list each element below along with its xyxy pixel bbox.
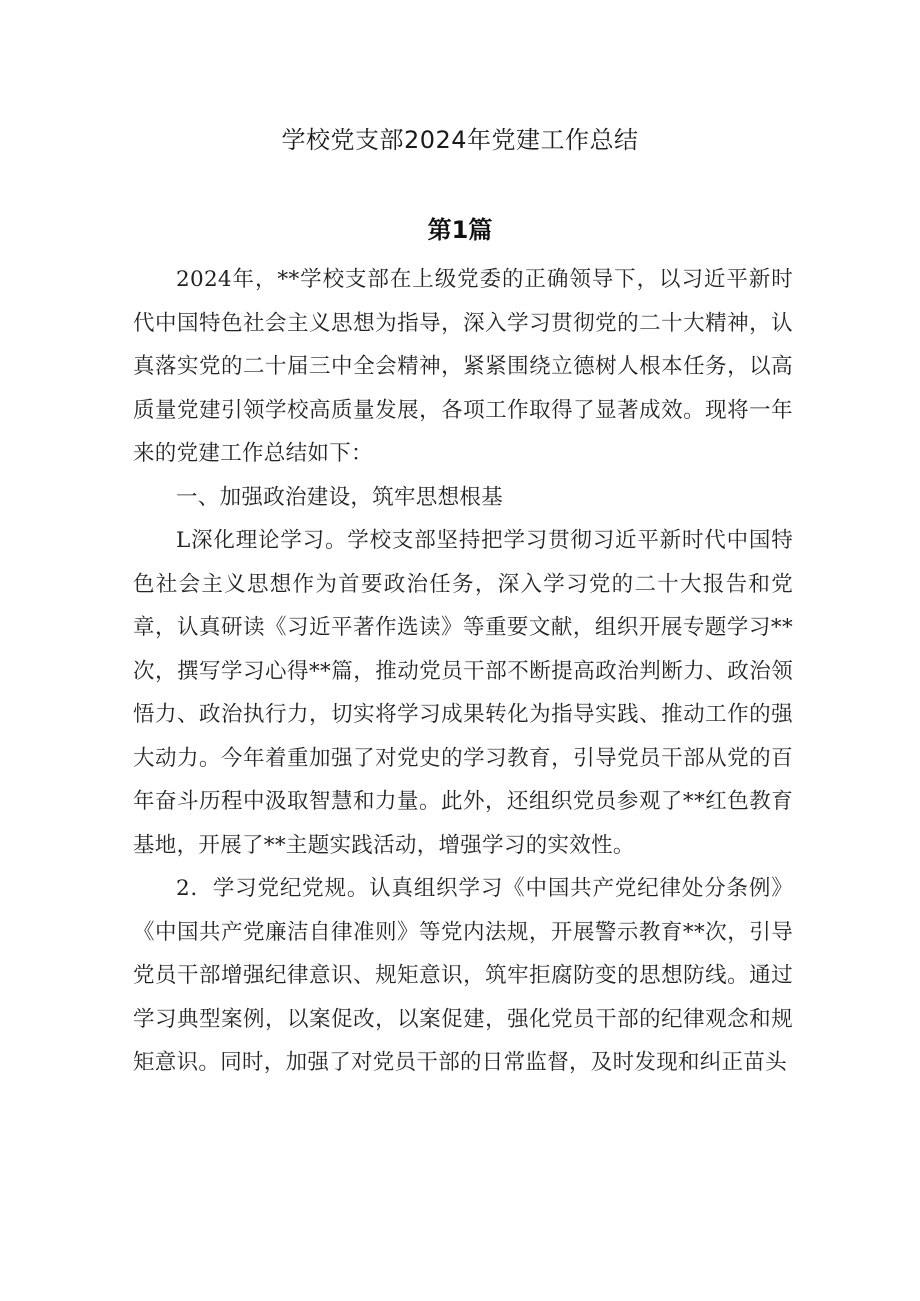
intro-paragraph: 2024年，**学校支部在上级党委的正确领导下，以习近平新时代中国特色社会主义思想为指导，深入学习贯彻党的二十大精神，认真落实党的二十届三中全会精神，紧紧围绕立德树人根本任务，以高质量党建引领学校高质量发展，各项工作取得了显著成效。现将一年来的党建工作总结如下： [133,267,793,466]
body-paragraph-party-discipline: 2．学习党纪党规。认真组织学习《中国共产党纪律处分条例》《中国共产党廉洁自律准则》等党内法规，开展警示教育**次，引导党员干部增强纪律意识、规矩意识，筑牢拒腐防变的思想防线。通过学习典型案例，以案促改，以案促建，强化党员干部的纪律观念和规矩意识。同时，加强了对党员干部的日常监督，及时发现和纠正苗头 [133,876,793,1075]
section-heading: 第1篇 [427,216,493,244]
document-body [133,258,793,1085]
document-title: 学校党支部2024年党建工作总结 [281,126,639,154]
section-subheading: 一、加强政治建设，筑牢思想根基 [176,484,504,510]
body-paragraph-theory-study: L深化理论学习。学校支部坚持把学习贯彻习近平新时代中国特色社会主义思想作为首要政治任务，深入学习党的二十大报告和党章，认真研读《习近平著作选读》等重要文献，组织开展专题学习**次，撰写学习心得**篇，推动党员干部不断提高政治判断力、政治领悟力、政治执行力，切实将学习成果转化为指导实践、推动工作的强大动力。今年着重加强了对党史的学习教育，引导党员干部从党的百年奋斗历程中汲取智慧和力量。此外，还组织党员参观了**红色教育基地，开展了**主题实践活动，增强学习的实效性。 [133,528,793,858]
